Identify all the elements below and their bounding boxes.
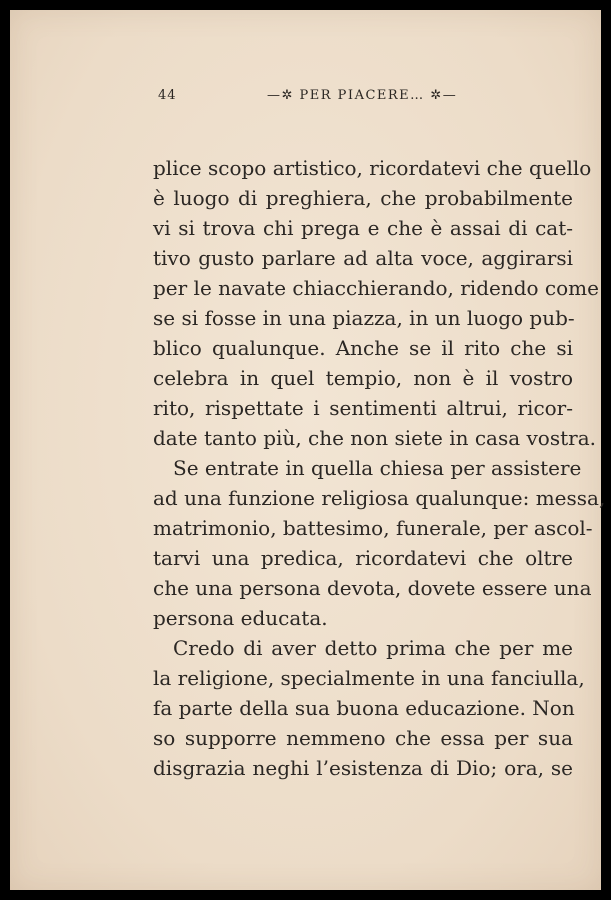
book-page	[10, 10, 606, 890]
text-line: tivo gusto parlare ad alta voce, aggirarsi	[153, 246, 573, 270]
body-text	[153, 153, 606, 783]
text-line: plice scopo artistico, ricordatevi che quello	[153, 156, 592, 180]
text-line: blico qualunque. Anche se il rito che si	[153, 336, 573, 360]
text-line: persona educata.	[153, 606, 328, 630]
page-number: 44	[158, 88, 177, 103]
text-line: per le navate chiacchierando, ridendo come	[153, 276, 599, 300]
text-line: vi si trova chi prega e che è assai di cat-	[153, 216, 573, 240]
text-line: disgrazia neghi l’esistenza di Dio; ora, se	[153, 756, 573, 780]
text-line: ad una funzione religiosa qualunque: messa,	[153, 486, 606, 510]
text-line: so supporre nemmeno che essa per sua	[153, 726, 573, 750]
paragraph-start-line: Se entrate in quella chiesa per assistere	[173, 456, 582, 480]
text-line: tarvi una predica, ricordatevi che oltre	[153, 546, 573, 570]
running-title: —✲ PER PIACERE… ✲—	[267, 88, 458, 103]
text-line: date tanto più, che non siete in casa vostra.	[153, 426, 596, 450]
text-line: è luogo di preghiera, che probabilmente	[153, 186, 573, 210]
text-line: fa parte della sua buona educazione. Non	[153, 696, 575, 720]
text-line: matrimonio, battesimo, funerale, per ascol-	[153, 516, 593, 540]
text-line: che una persona devota, dovete essere una	[153, 576, 592, 600]
text-line: celebra in quel tempio, non è il vostro	[153, 366, 573, 390]
text-line: la religione, specialmente in una fanciulla,	[153, 666, 585, 690]
running-head	[10, 88, 601, 110]
text-line: se si fosse in una piazza, in un luogo pub-	[153, 306, 575, 330]
paragraph-start-line: Credo di aver detto prima che per me	[173, 636, 573, 660]
text-line: rito, rispettate i sentimenti altrui, ricor-	[153, 396, 573, 420]
